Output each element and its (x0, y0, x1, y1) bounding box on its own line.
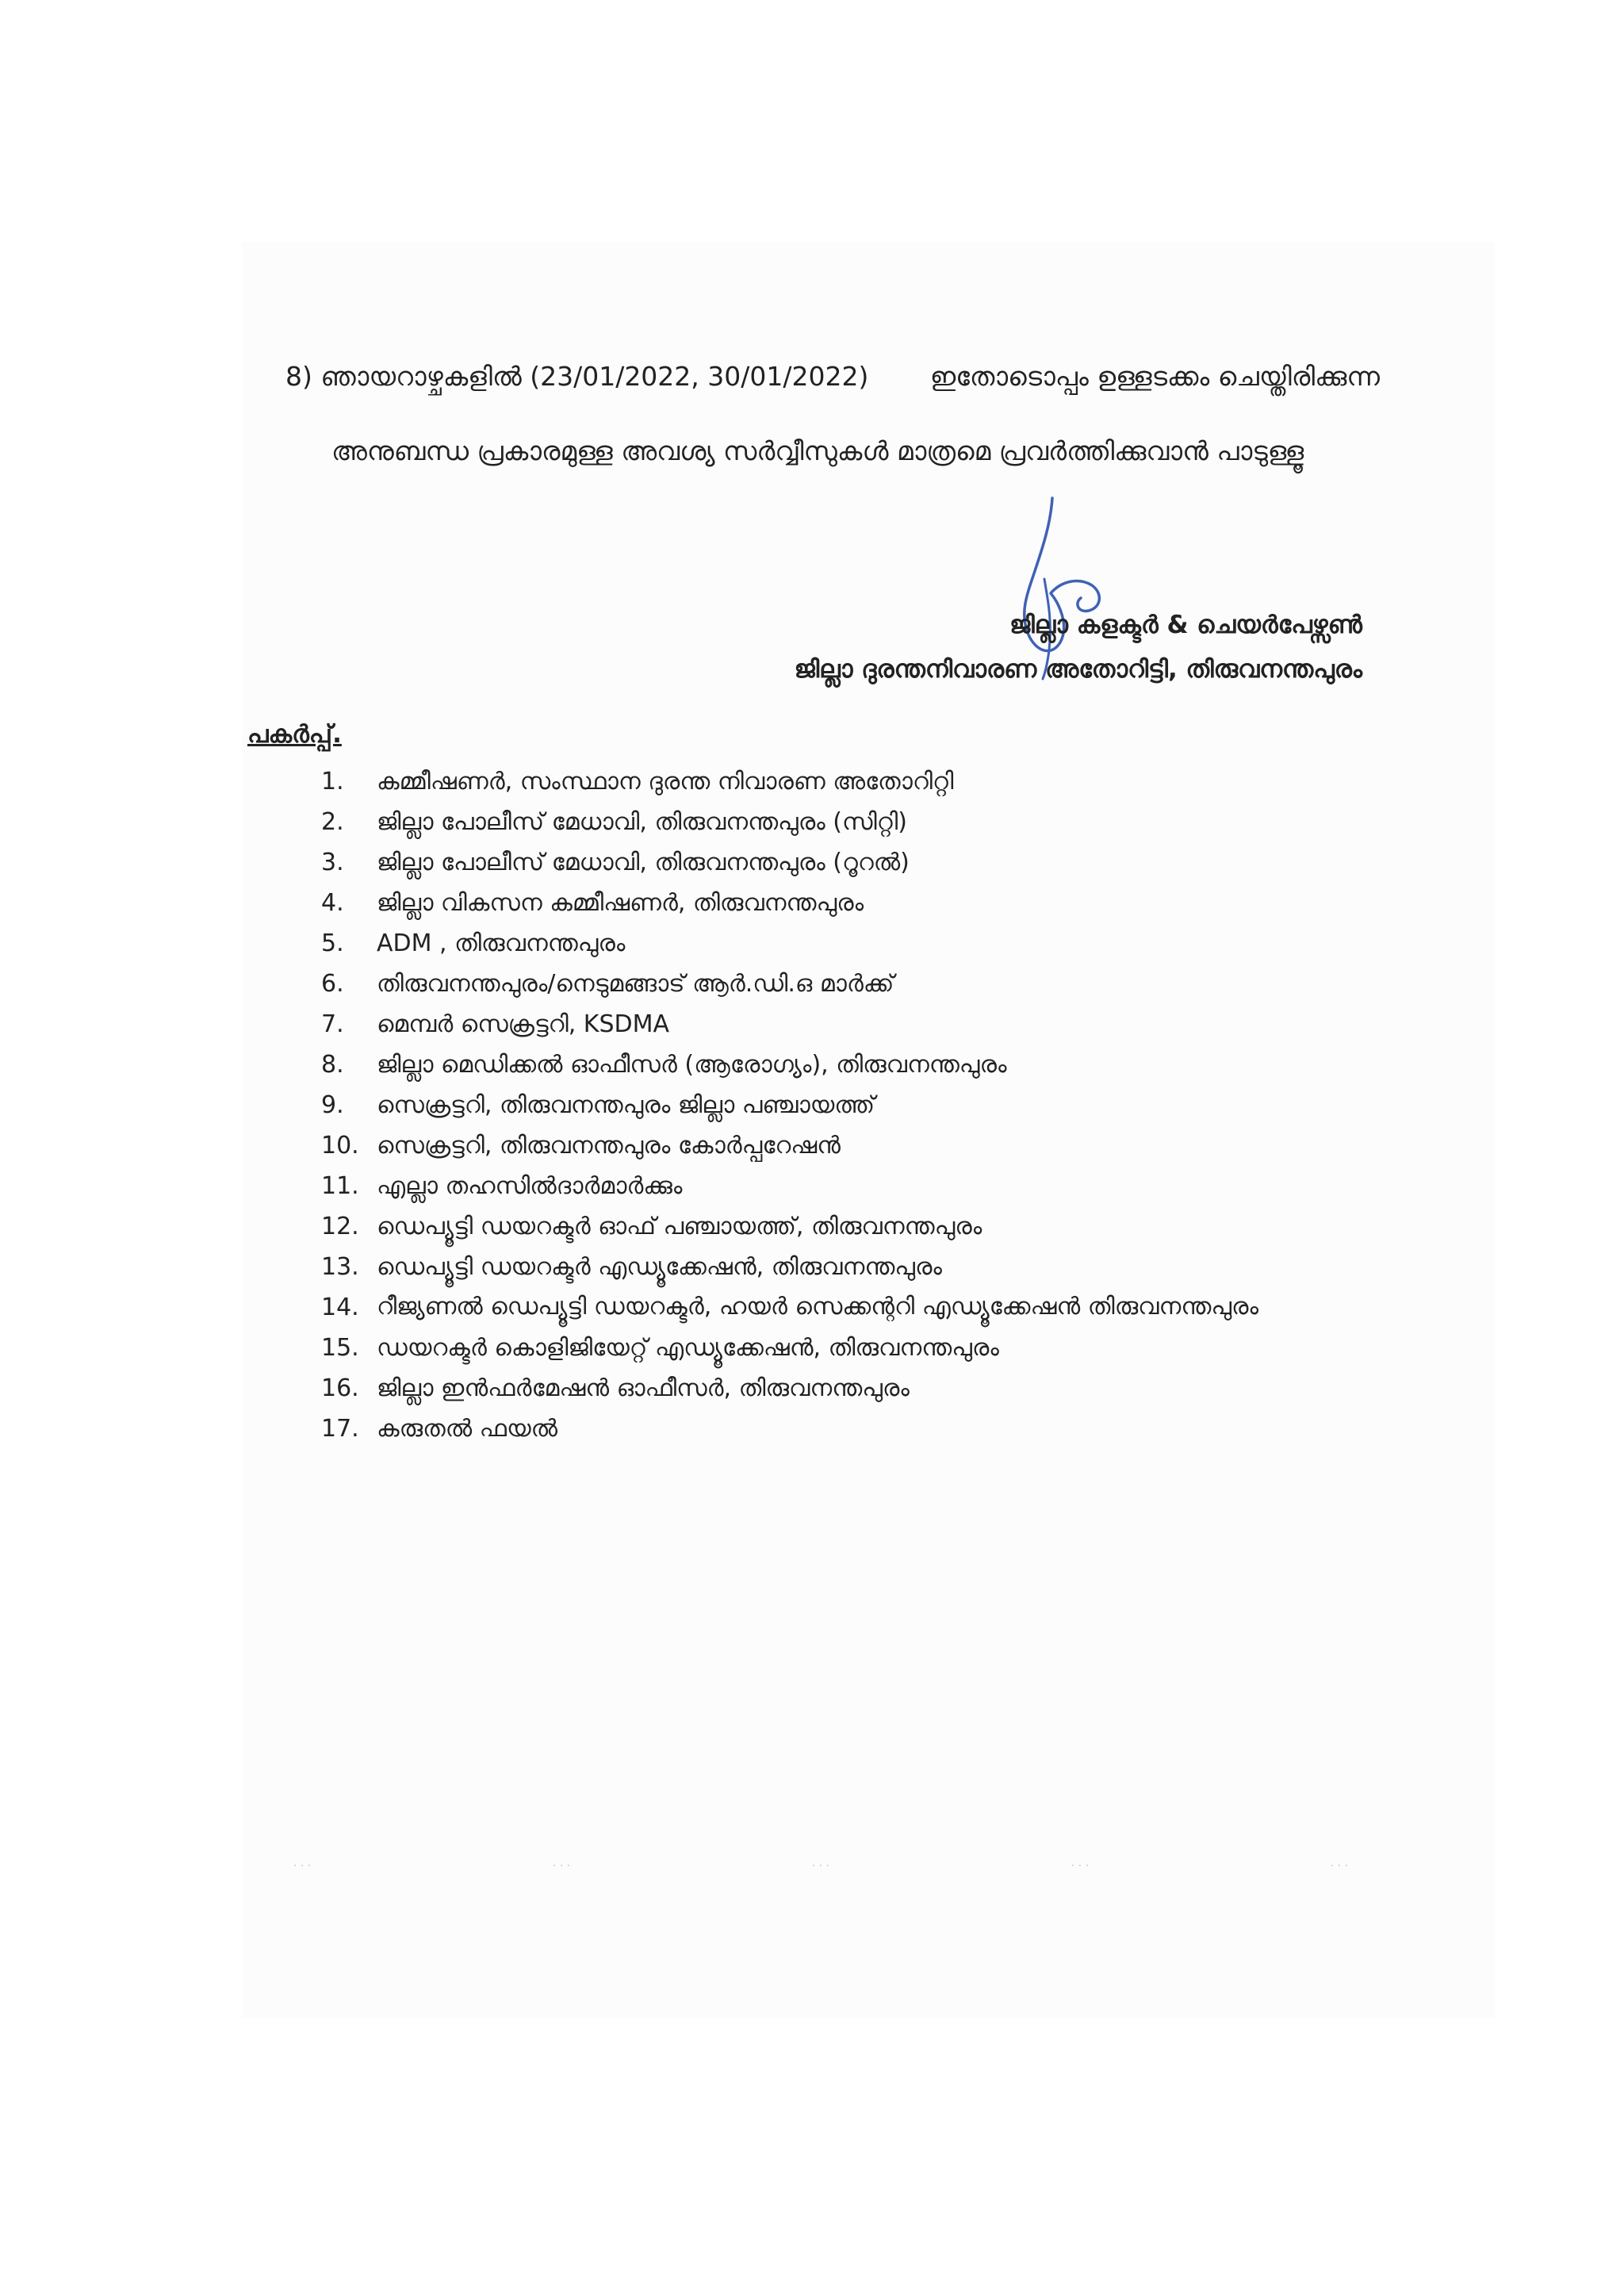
item-number: 17. (321, 1415, 359, 1443)
item-number: 6. (321, 970, 344, 998)
item-number: 16. (321, 1374, 359, 1402)
item-number: 13. (321, 1253, 359, 1281)
point-8-line-1 (285, 339, 1380, 414)
list-item (321, 842, 1368, 883)
list-item (321, 1085, 1368, 1125)
point-8-line-2: അനുബന്ധ പ്രകാരമുള്ള അവശ്യ സർവ്വീസുകൾ മാത്രമെ പ്രവർത്തിക്കുവാൻ പാടുള്ളൂ (331, 435, 1304, 466)
footer-mark: · · · (1071, 1860, 1090, 1872)
item-text: ജില്ലാ പോലീസ് മേധാവി, തിരുവനന്തപുരം (റൂറൽ) (377, 849, 910, 876)
copy-to-list (321, 761, 1368, 1449)
point-8-line-1-start: 8) ഞായറാഴ്ചകളിൽ (23/01/2022, 30/01/2022) (285, 361, 869, 392)
item-text: ADM , തിരുവനന്തപുരം (377, 930, 626, 957)
list-item (321, 1328, 1368, 1368)
list-item (321, 1287, 1368, 1328)
item-number: 8. (321, 1051, 344, 1079)
item-text: ജില്ലാ പോലീസ് മേധാവി, തിരുവനന്തപുരം (സിറ്റി) (377, 808, 907, 836)
designation-office: ജില്ലാ ദുരന്തനിവാരണ അതോറിട്ടി, തിരുവനന്തപുരം (794, 655, 1362, 684)
item-text: ജില്ലാ ഇൻഫർമേഷൻ ഓഫീസർ, തിരുവനന്തപുരം (377, 1374, 910, 1402)
item-number: 1. (321, 768, 344, 795)
footer-mark: · · · (811, 1860, 830, 1872)
item-number: 14. (321, 1294, 359, 1321)
item-text: കരുതൽ ഫയൽ (377, 1415, 558, 1443)
list-item (321, 1004, 1368, 1045)
item-text: ഡെപ്യൂട്ടി ഡയറക്ടർ ഓഫ് പഞ്ചായത്ത്, തിരുവനന്തപുരം (377, 1213, 982, 1240)
item-text: എല്ലാ തഹസിൽദാർമാർക്കും (377, 1172, 683, 1200)
list-item (321, 923, 1368, 964)
list-item (321, 1125, 1368, 1166)
list-item (321, 1368, 1368, 1409)
item-number: 9. (321, 1091, 344, 1119)
item-number: 2. (321, 808, 344, 836)
item-text: ജില്ലാ മെഡിക്കൽ ഓഫീസർ (ആരോഗ്യം), തിരുവനന്തപുരം (377, 1051, 1007, 1079)
list-item (321, 1247, 1368, 1287)
point-8-line-1-end: ഇതോടൊപ്പം ഉള്ളടക്കം ചെയ്തിരിക്കുന്ന (929, 361, 1380, 392)
footer-mark: · · · (552, 1860, 571, 1872)
designation-block (795, 603, 1362, 692)
item-number: 12. (321, 1213, 359, 1240)
list-item (321, 964, 1368, 1004)
item-number: 15. (321, 1334, 359, 1362)
item-text: ജില്ലാ വികസന കമ്മീഷണർ, തിരുവനന്തപുരം (377, 889, 864, 917)
item-number: 5. (321, 930, 344, 957)
item-number: 11. (321, 1172, 359, 1200)
designation-title: ജില്ലാ കളക്ടർ & ചെയർപേഴ്സൺ (1009, 611, 1362, 639)
copy-to-heading: പകർപ്പ്. (247, 720, 342, 749)
item-number: 3. (321, 849, 344, 876)
list-item (321, 883, 1368, 923)
item-text: തിരുവനന്തപുരം/നെടുമങ്ങാട് ആർ.ഡി.ഒ മാർക്ക് (377, 970, 894, 998)
item-number: 4. (321, 889, 344, 917)
item-text: മെമ്പർ സെക്രട്ടറി, KSDMA (377, 1010, 670, 1038)
footer-mark: · · · (1330, 1860, 1348, 1872)
list-item (321, 1166, 1368, 1206)
list-item (321, 802, 1368, 842)
item-number: 10. (321, 1132, 359, 1159)
list-item (321, 1206, 1368, 1247)
item-text: സെക്രട്ടറി, തിരുവനന്തപുരം കോർപ്പറേഷൻ (377, 1132, 841, 1159)
item-text: ഡയറക്ടർ കൊളിജിയേറ്റ് എഡ്യൂക്കേഷൻ, തിരുവനന്തപുരം (377, 1334, 999, 1362)
list-item (321, 1045, 1368, 1085)
page-footer-marks (293, 1860, 1348, 1872)
item-text: ഡെപ്യൂട്ടി ഡയറക്ടർ എഡ്യൂക്കേഷൻ, തിരുവനന്തപുരം (377, 1253, 942, 1281)
item-text: കമ്മീഷണർ, സംസ്ഥാന ദുരന്ത നിവാരണ അതോറിറ്റി (377, 768, 954, 795)
list-item (321, 1409, 1368, 1449)
item-text: റീജ്യണൽ ഡെപ്യൂട്ടി ഡയറക്ടർ, ഹയർ സെക്കന്ററി എഡ്യൂക്കേഷൻ തിരുവനന്തപുരം (377, 1293, 1259, 1320)
list-item (321, 761, 1368, 802)
item-text: സെക്രട്ടറി, തിരുവനന്തപുരം ജില്ലാ പഞ്ചായത്ത് (377, 1091, 875, 1119)
footer-mark: · · · (293, 1860, 312, 1872)
order-point-8 (285, 339, 1380, 489)
item-number: 7. (321, 1010, 344, 1038)
